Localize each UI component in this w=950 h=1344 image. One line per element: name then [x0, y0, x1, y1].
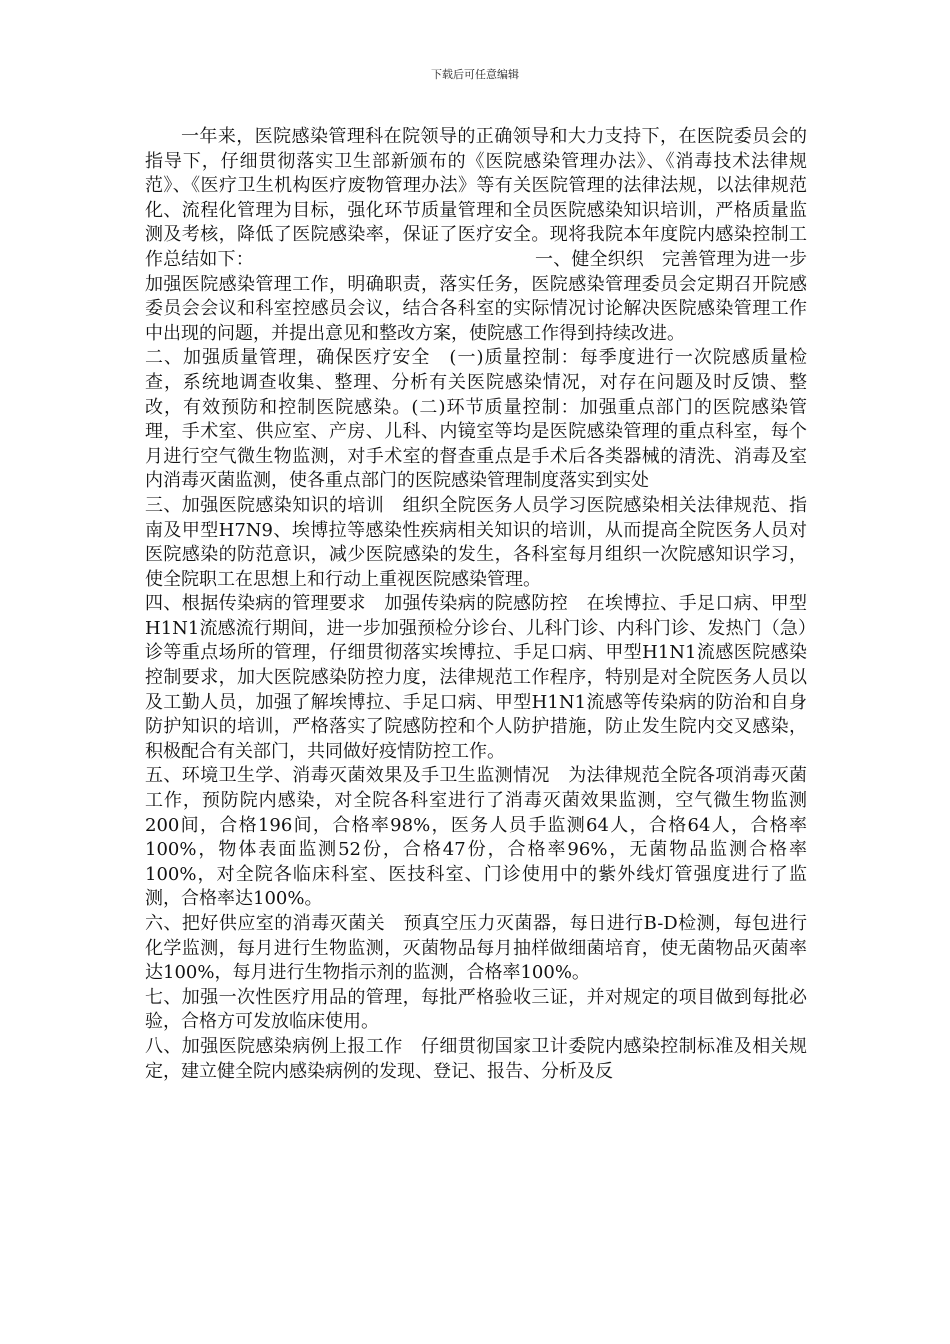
header-note: 下载后可任意编辑 — [431, 68, 519, 81]
document-body — [145, 125, 807, 1084]
paragraph-section-4: 四、根据传染病的管理要求 加强传染病的院感防控 在埃博拉、手足口病、甲型H1N1流感流行期间，进一步加强预检分诊台、儿科门诊、内科门诊、发热门（急）诊等重点场所的管理，仔细贯彻落实埃博拉、手足口病、甲型H1N1流感医院感染控制要求，加大医院感染防控力度，法律规范工作程序，特别是对全院医务人员以及工勤人员，加强了解埃博拉、手足口病、甲型H1N1流感等传染病的防治和自身防护知识的培训，严格落实了院感防控和个人防护措施，防止发生院内交叉感染，积极配合有关部门，共同做好疫情防控工作。 — [145, 593, 807, 762]
paragraph-section-3: 三、加强医院感染知识的培训 组织全院医务人员学习医院感染相关法律规范、指南及甲型H7N9、埃博拉等感染性疾病相关知识的培训，从而提高全院医务人员对医院感染的防范意识，减少医院感染的发生，各科室每月组织一次院感知识学习，使全院职工在思想上和行动上重视医院感染管理。 — [145, 494, 807, 590]
paragraph-section-5: 五、环境卫生学、消毒灭菌效果及手卫生监测情况 为法律规范全院各项消毒灭菌工作，预防院内感染，对全院各科室进行了消毒灭菌效果监测，空气微生物监测200间，合格196间，合格率98%，医务人员手监测64人，合格64人，合格率100%，物体表面监测52份，合格47份，合格率96%，无菌物品监测合格率100%，对全院各临床科室、医技科室、门诊使用中的紫外线灯管强度进行了监测，合格率达100%。 — [145, 765, 807, 910]
paragraph-section-8: 八、加强医院感染病例上报工作 仔细贯彻国家卫计委院内感染控制标准及相关规定，建立健全院内感染病例的发现、登记、报告、分析及反 — [145, 1035, 807, 1082]
paragraph-section-2: 二、加强质量管理，确保医疗安全 (一)质量控制：每季度进行一次院感质量检查，系统地调查收集、整理、分析有关医院感染情况，对存在问题及时反馈、整改，有效预防和控制医院感染。(二)环节质量控制：加强重点部门的医院感染管理，手术室、供应室、产房、儿科、内镜室等均是医院感染管理的重点科室，每个月进行空气微生物监测，对手术室的督查重点是手术后各类器械的清洗、消毒及室内消毒灭菌监测，使各重点部门的医院感染管理制度落实到实处 — [145, 347, 807, 492]
paragraph-intro: 一年来，医院感染管理科在院领导的正确领导和大力支持下，在医院委员会的指导下，仔细贯彻落实卫生部新颁布的《医院感染管理办法》、《消毒技术法律规范》、《医疗卫生机构医疗废物管理办法》等有关医院管理的法律法规，以法律规范化、流程化管理为目标，强化环节质量管理和全员医院感染知识培训，严格质量监测及考核，降低了医院感染率，保证了医疗安全。现将我院本年度院内感染控制工作总结如下： 一、健全织织 完善管理为进一步加强医院感染管理工作，明确职责，落实任务，医院感染管理委员会定期召开院感委员会会议和科室控感员会议，结合各科室的实际情况讨论解决医院感染管理工作中出现的问题，并提出意见和整改方案，使院感工作得到持续改进。 — [145, 126, 807, 344]
paragraph-section-7: 七、加强一次性医疗用品的管理，每批严格验收三证，并对规定的项目做到每批必验，合格方可发放临床使用。 — [145, 986, 807, 1033]
paragraph-section-6: 六、把好供应室的消毒灭菌关 预真空压力灭菌器，每日进行B-D检测，每包进行化学监测，每月进行生物监测，灭菌物品每月抽样做细菌培育，使无菌物品灭菌率达100%，每月进行生物指示剂的监测，合格率100%。 — [145, 913, 807, 984]
